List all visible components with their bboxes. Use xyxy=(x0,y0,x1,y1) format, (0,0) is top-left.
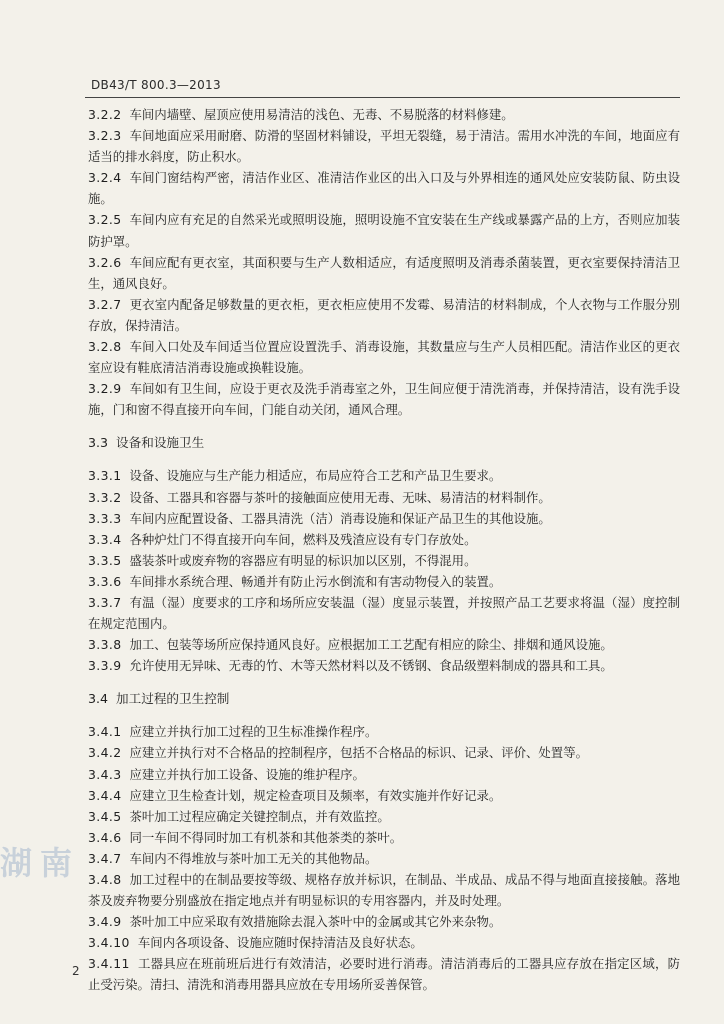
clause-text: 加工过程中的在制品要按等级、规格存放并标识，在制品、半成品、成品不得与地面直接接触。落地茶及废弃物要分别盛放在指定地点并有明显标识的专用容器内，并及时处理。 xyxy=(88,872,680,909)
clause-paragraph xyxy=(88,508,680,529)
clause-text: 茶叶加工过程应确定关键控制点，并有效监控。 xyxy=(129,808,390,824)
clause-number: 3.3.3 xyxy=(88,510,122,526)
clause-text: 允许使用无异味、无毒的竹、木等天然材料以及不锈钢、食品级塑料制成的器具和工具。 xyxy=(129,658,613,674)
clause-number: 3.4.9 xyxy=(88,914,122,930)
clause-number: 3.4.8 xyxy=(88,872,122,887)
clause-number: 3.3.6 xyxy=(88,573,122,589)
clause-number: 3.2.8 xyxy=(88,339,122,355)
clause-number: 3.2.5 xyxy=(88,212,122,228)
clause-paragraph xyxy=(88,252,680,294)
clause-text: 有温（湿）度要求的工序和场所应安装温（湿）度显示装置，并按照产品工艺要求将温（湿）度控制在规定范围内。 xyxy=(88,594,680,632)
clause-text: 车间如有卫生间，应设于更衣及洗手消毒室之外，卫生间应便于清洗消毒，并保持清洁，设有洗手设施，门和窗不得直接开向车间，门能自动关闭，通风合理。 xyxy=(88,381,680,418)
clause-paragraph xyxy=(88,785,680,806)
clause-number: 3.2.3 xyxy=(88,128,122,144)
section-title: 设备和设施卫生 xyxy=(116,435,205,451)
clause-paragraph xyxy=(88,125,680,167)
clause-paragraph xyxy=(88,655,680,676)
clause-text: 车间内各项设备、设施应随时保持清洁及良好状态。 xyxy=(137,935,423,951)
clause-text: 同一车间不得同时加工有机茶和其他茶类的茶叶。 xyxy=(129,829,403,845)
clause-paragraph xyxy=(88,104,680,125)
clause-text: 车间门窗结构严密，清洁作业区、准清洁作业区的出入口及与外界相连的通风处应安装防鼠、防虫设施。 xyxy=(88,170,680,207)
clause-paragraph xyxy=(88,592,680,634)
clause-number: 3.4.4 xyxy=(88,787,122,803)
clause-paragraph xyxy=(88,634,680,655)
clause-paragraph xyxy=(88,953,680,995)
clause-text: 盛装茶叶或废弃物的容器应有明显的标识加以区别，不得混用。 xyxy=(129,552,477,568)
clause-text: 应建立并执行对不合格品的控制程序，包括不合格品的标识、记录、评价、处置等。 xyxy=(129,745,588,761)
clause-text: 车间应配有更衣室，其面积要与生产人数相适应，有适度照明及消毒杀菌装置，更衣室要保持清洁卫生，通风良好。 xyxy=(88,254,680,291)
clause-paragraph xyxy=(88,806,680,827)
header-rule xyxy=(85,97,680,98)
page-number: 2 xyxy=(72,964,80,978)
clause-number: 3.2.6 xyxy=(88,254,122,270)
clause-number: 3.2.9 xyxy=(88,381,122,397)
clause-text: 应建立并执行加工设备、设施的维护程序。 xyxy=(129,766,365,782)
clause-paragraph xyxy=(88,721,680,742)
clause-text: 车间排水系统合理、畅通并有防止污水倒流和有害动物侵入的装置。 xyxy=(129,573,502,589)
section-heading xyxy=(88,432,680,453)
clause-text: 设备、工器具和容器与茶叶的接触面应使用无毒、无味、易清洁的材料制作。 xyxy=(129,489,551,505)
clause-text: 车间内应配置设备、工器具清洗（洁）消毒设施和保证产品卫生的其他设施。 xyxy=(129,510,551,526)
clause-number: 3.3.2 xyxy=(88,489,122,505)
clause-paragraph xyxy=(88,336,680,378)
clause-number: 3.4.11 xyxy=(88,956,130,972)
clause-text: 各种炉灶门不得直接开向车间，燃料及残渣应设有专门存放处。 xyxy=(129,531,477,547)
clause-paragraph xyxy=(88,167,680,209)
clause-paragraph xyxy=(88,529,680,550)
clause-number: 3.2.2 xyxy=(88,107,122,122)
clause-text: 车间内不得堆放与茶叶加工无关的其他物品。 xyxy=(129,850,378,866)
clause-paragraph xyxy=(88,571,680,592)
clause-text: 应建立并执行加工过程的卫生标准操作程序。 xyxy=(129,724,378,740)
clause-paragraph xyxy=(88,465,680,486)
clause-number: 3.4.10 xyxy=(88,935,130,951)
clause-paragraph xyxy=(88,827,680,848)
watermark-text: 湖南 xyxy=(0,844,81,882)
clause-text: 应建立卫生检查计划，规定检查项目及频率，有效实施并作好记录。 xyxy=(129,787,502,803)
clause-number: 3.4.6 xyxy=(88,829,122,845)
clause-paragraph xyxy=(88,550,680,571)
clause-text: 车间内墙壁、屋顶应使用易清洁的浅色、无毒、不易脱落的材料修建。 xyxy=(129,107,514,122)
clause-number: 3.3.1 xyxy=(88,468,122,484)
clause-text: 车间地面应采用耐磨、防滑的坚固材料铺设，平坦无裂缝，易于清洁。需用水冲洗的车间，地面应有适当的排水斜度，防止积水。 xyxy=(88,128,680,165)
clause-paragraph xyxy=(88,764,680,785)
clause-paragraph xyxy=(88,209,680,251)
clause-paragraph xyxy=(88,294,680,336)
clause-paragraph xyxy=(88,869,680,911)
clause-text: 车间入口处及车间适当位置应设置洗手、消毒设施，其数量应与生产人员相匹配。清洁作业区的更衣室应设有鞋底清洁消毒设施或换鞋设施。 xyxy=(88,339,680,376)
clause-paragraph xyxy=(88,487,680,508)
section-number: 3.3 xyxy=(88,435,109,451)
document-code: DB43/T 800.3—2013 xyxy=(91,78,221,92)
clause-number: 3.4.5 xyxy=(88,808,122,824)
section-number: 3.4 xyxy=(88,691,109,707)
clause-number: 3.3.7 xyxy=(88,594,122,610)
clause-number: 3.2.4 xyxy=(88,170,122,186)
clause-text: 茶叶加工中应采取有效措施除去混入茶叶中的金属或其它外来杂物。 xyxy=(129,914,502,930)
section-heading xyxy=(88,688,680,709)
clause-text: 车间内应有充足的自然采光或照明设施，照明设施不宜安装在生产线或暴露产品的上方，否则应加装防护罩。 xyxy=(88,212,680,249)
clause-number: 3.4.2 xyxy=(88,745,122,761)
clause-paragraph xyxy=(88,378,680,420)
clause-number: 3.3.9 xyxy=(88,658,122,674)
clause-text: 更衣室内配备足够数量的更衣柜，更衣柜应使用不发霉、易清洁的材料制成，个人衣物与工作服分别存放，保持清洁。 xyxy=(88,296,680,333)
clause-paragraph xyxy=(88,848,680,869)
clause-number: 3.4.3 xyxy=(88,766,122,782)
clause-number: 3.4.1 xyxy=(88,724,122,740)
clause-text: 加工、包装等场所应保持通风良好。应根据加工工艺配有相应的除尘、排烟和通风设施。 xyxy=(129,637,613,653)
clause-text: 设备、设施应与生产能力相适应，布局应符合工艺和产品卫生要求。 xyxy=(129,468,502,484)
clause-paragraph xyxy=(88,911,680,932)
clause-number: 3.4.7 xyxy=(88,850,122,866)
clause-number: 3.2.7 xyxy=(88,296,122,312)
clause-paragraph xyxy=(88,932,680,953)
document-body xyxy=(88,104,680,996)
clause-number: 3.3.4 xyxy=(88,531,122,547)
clause-text: 工器具应在班前班后进行有效清洁，必要时进行消毒。清洁消毒后的工器具应存放在指定区域，防止受污染。清扫、清洗和消毒用器具应放在专用场所妥善保管。 xyxy=(88,956,680,993)
section-title: 加工过程的卫生控制 xyxy=(116,691,230,707)
clause-paragraph xyxy=(88,742,680,763)
clause-number: 3.3.8 xyxy=(88,637,122,653)
clause-number: 3.3.5 xyxy=(88,552,122,568)
